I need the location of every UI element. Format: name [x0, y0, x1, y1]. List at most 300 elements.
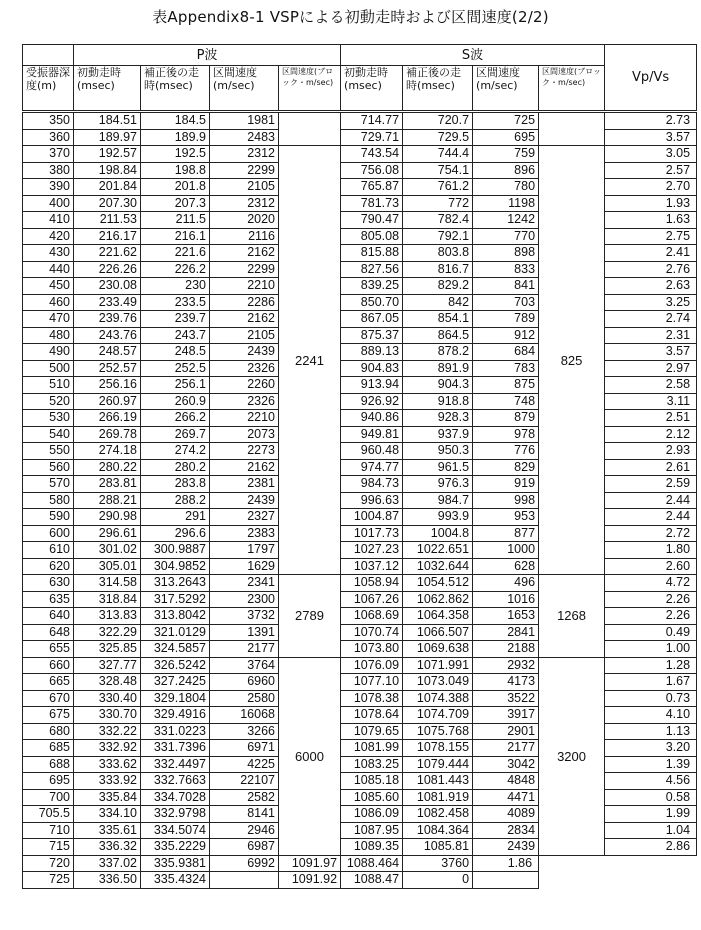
s-corrected-time-cell: 1022.651: [403, 542, 473, 559]
s-corrected-time-cell: 1004.8: [403, 525, 473, 542]
s-first-arrival-cell: 940.86: [341, 410, 403, 427]
vp-vs-cell: 0.73: [605, 690, 697, 707]
s-corrected-time-cell: 854.1: [403, 311, 473, 328]
p-first-arrival-cell: 335.61: [74, 822, 141, 839]
s-interval-velocity-cell: 496: [473, 575, 539, 592]
s-interval-velocity-cell: 875: [473, 377, 539, 394]
s-corrected-time-cell: 950.3: [403, 443, 473, 460]
s-block-velocity-cell: 3200: [539, 657, 605, 855]
depth-cell: 640: [23, 608, 74, 625]
s-first-arrival-cell: 839.25: [341, 278, 403, 295]
vp-vs-cell: 1.28: [605, 657, 697, 674]
p-first-arrival-cell: 336.32: [74, 839, 141, 856]
depth-cell: 635: [23, 591, 74, 608]
s-corrected-time-cell: 761.2: [403, 179, 473, 196]
s-block-velocity-cell: 1268: [539, 575, 605, 658]
vp-vs-cell: 2.61: [605, 459, 697, 476]
s-interval-velocity-cell: 2834: [473, 822, 539, 839]
depth-cell: 410: [23, 212, 74, 229]
p-first-arrival-cell: 301.02: [74, 542, 141, 559]
vp-vs-cell: 2.60: [605, 558, 697, 575]
s-corrected-time-cell: 720.7: [403, 112, 473, 130]
s-block-velocity-cell: 825: [539, 146, 605, 575]
s-corrected-time-cell: 1079.444: [403, 756, 473, 773]
p-corrected-time-cell: 288.2: [141, 492, 210, 509]
s-corrected-time-cell: 984.7: [403, 492, 473, 509]
depth-cell: 430: [23, 245, 74, 262]
vp-vs-cell: 2.12: [605, 426, 697, 443]
p-interval-velocity-cell: 2312: [210, 146, 279, 163]
p-block-velocity-cell: [279, 112, 341, 146]
p-corrected-time-cell: 332.4497: [141, 756, 210, 773]
s-first-arrival-cell: 1086.09: [341, 806, 403, 823]
depth-cell: 570: [23, 476, 74, 493]
s-first-arrival-cell: 1091.97: [279, 855, 341, 872]
s-first-arrival-cell: 1078.64: [341, 707, 403, 724]
s-interval-velocity-cell: 1000: [473, 542, 539, 559]
p-corrected-time-cell: 327.2425: [141, 674, 210, 691]
p-interval-velocity-cell: 3732: [210, 608, 279, 625]
p-interval-velocity-cell: 2299: [210, 261, 279, 278]
p-block-velocity-cell: 2241: [279, 146, 341, 575]
vp-vs-cell: 2.59: [605, 476, 697, 493]
s-first-arrival-cell: 805.08: [341, 228, 403, 245]
p-corrected-time-cell: 313.2643: [141, 575, 210, 592]
depth-cell: 500: [23, 360, 74, 377]
s-first-arrival-cell: 904.83: [341, 360, 403, 377]
vp-vs-cell: 1.86: [473, 855, 539, 872]
s-interval-velocity-cell: 3760: [403, 855, 473, 872]
s-corrected-time-cell: 976.3: [403, 476, 473, 493]
p-corrected-time-cell: 184.5: [141, 112, 210, 130]
depth-cell: 440: [23, 261, 74, 278]
s-corrected-time-cell: 842: [403, 294, 473, 311]
depth-cell: 675: [23, 707, 74, 724]
p-corrected-time-cell: 317.5292: [141, 591, 210, 608]
header-sub-row: [23, 66, 697, 112]
p-first-arrival-cell: 243.76: [74, 327, 141, 344]
header-p-wave: P波: [74, 45, 341, 66]
p-first-arrival-cell: 332.22: [74, 723, 141, 740]
s-corrected-time-cell: 1078.155: [403, 740, 473, 757]
vp-vs-cell: 4.10: [605, 707, 697, 724]
p-interval-velocity-cell: 2105: [210, 179, 279, 196]
p-corrected-time-cell: 332.9798: [141, 806, 210, 823]
depth-cell: 400: [23, 195, 74, 212]
s-corrected-time-cell: 816.7: [403, 261, 473, 278]
depth-cell: 550: [23, 443, 74, 460]
depth-cell: 710: [23, 822, 74, 839]
p-corrected-time-cell: 248.5: [141, 344, 210, 361]
p-interval-velocity-cell: 2326: [210, 393, 279, 410]
s-corrected-time-cell: 1054.512: [403, 575, 473, 592]
s-interval-velocity-cell: 841: [473, 278, 539, 295]
s-first-arrival-cell: 756.08: [341, 162, 403, 179]
depth-cell: 670: [23, 690, 74, 707]
p-corrected-time-cell: 266.2: [141, 410, 210, 427]
s-interval-velocity-cell: 628: [473, 558, 539, 575]
depth-cell: 630: [23, 575, 74, 592]
vp-vs-cell: 2.26: [605, 608, 697, 625]
s-first-arrival-cell: 1076.09: [341, 657, 403, 674]
s-first-arrival-cell: 1027.23: [341, 542, 403, 559]
depth-cell: 490: [23, 344, 74, 361]
vp-vs-cell: 1.13: [605, 723, 697, 740]
s-corrected-time-cell: 891.9: [403, 360, 473, 377]
p-corrected-time-cell: 230: [141, 278, 210, 295]
p-interval-velocity-cell: 2210: [210, 410, 279, 427]
s-first-arrival-cell: 1085.18: [341, 773, 403, 790]
s-corrected-time-cell: 918.8: [403, 393, 473, 410]
s-interval-velocity-cell: 4089: [473, 806, 539, 823]
p-interval-velocity-cell: 2341: [210, 575, 279, 592]
p-corrected-time-cell: 274.2: [141, 443, 210, 460]
p-interval-velocity-cell: 6992: [210, 855, 279, 872]
s-interval-velocity-cell: 978: [473, 426, 539, 443]
s-corrected-time-cell: 961.5: [403, 459, 473, 476]
s-interval-velocity-cell: 912: [473, 327, 539, 344]
s-first-arrival-cell: 926.92: [341, 393, 403, 410]
p-interval-velocity-cell: 2116: [210, 228, 279, 245]
p-interval-velocity-cell: 1797: [210, 542, 279, 559]
s-corrected-time-cell: 1075.768: [403, 723, 473, 740]
p-first-arrival-cell: 305.01: [74, 558, 141, 575]
depth-cell: 715: [23, 839, 74, 856]
s-interval-velocity-cell: 953: [473, 509, 539, 526]
header-s-interval: 区間速度(m/sec): [473, 66, 539, 112]
table-header: [23, 45, 697, 112]
p-interval-velocity-cell: 6987: [210, 839, 279, 856]
vp-vs-cell: 2.70: [605, 179, 697, 196]
p-interval-velocity-cell: 2299: [210, 162, 279, 179]
p-interval-velocity-cell: 2300: [210, 591, 279, 608]
vp-vs-cell: 1.04: [605, 822, 697, 839]
p-interval-velocity-cell: 3764: [210, 657, 279, 674]
s-corrected-time-cell: 782.4: [403, 212, 473, 229]
s-first-arrival-cell: 743.54: [341, 146, 403, 163]
vp-vs-cell: 0.58: [605, 789, 697, 806]
s-interval-velocity-cell: 1198: [473, 195, 539, 212]
vp-vs-cell: 1.63: [605, 212, 697, 229]
vp-vs-cell: 1.39: [605, 756, 697, 773]
p-interval-velocity-cell: 6971: [210, 740, 279, 757]
s-corrected-time-cell: 993.9: [403, 509, 473, 526]
s-interval-velocity-cell: 695: [473, 129, 539, 146]
p-interval-velocity-cell: 2383: [210, 525, 279, 542]
p-interval-velocity-cell: 2105: [210, 327, 279, 344]
p-first-arrival-cell: 201.84: [74, 179, 141, 196]
s-first-arrival-cell: 729.71: [341, 129, 403, 146]
p-corrected-time-cell: 260.9: [141, 393, 210, 410]
p-first-arrival-cell: 314.58: [74, 575, 141, 592]
p-interval-velocity-cell: 2286: [210, 294, 279, 311]
s-interval-velocity-cell: 1653: [473, 608, 539, 625]
p-corrected-time-cell: 329.1804: [141, 690, 210, 707]
s-first-arrival-cell: 1089.35: [341, 839, 403, 856]
s-interval-velocity-cell: 2439: [473, 839, 539, 856]
header-depth: 受振器深度(m): [23, 66, 74, 112]
p-interval-velocity-cell: 2273: [210, 443, 279, 460]
s-interval-velocity-cell: 725: [473, 112, 539, 130]
depth-cell: 480: [23, 327, 74, 344]
p-first-arrival-cell: 327.77: [74, 657, 141, 674]
s-interval-velocity-cell: 2177: [473, 740, 539, 757]
s-interval-velocity-cell: 877: [473, 525, 539, 542]
s-first-arrival-cell: 1077.10: [341, 674, 403, 691]
vsp-velocity-table: [22, 44, 697, 889]
vp-vs-cell: 2.44: [605, 509, 697, 526]
p-first-arrival-cell: 216.17: [74, 228, 141, 245]
p-corrected-time-cell: 252.5: [141, 360, 210, 377]
p-corrected-time-cell: 335.9381: [141, 855, 210, 872]
p-first-arrival-cell: 330.40: [74, 690, 141, 707]
depth-cell: 610: [23, 542, 74, 559]
depth-cell: 390: [23, 179, 74, 196]
p-corrected-time-cell: 331.7396: [141, 740, 210, 757]
s-interval-velocity-cell: 2841: [473, 624, 539, 641]
s-first-arrival-cell: 974.77: [341, 459, 403, 476]
p-corrected-time-cell: 280.2: [141, 459, 210, 476]
p-interval-velocity-cell: 2312: [210, 195, 279, 212]
s-corrected-time-cell: 803.8: [403, 245, 473, 262]
s-first-arrival-cell: 765.87: [341, 179, 403, 196]
p-corrected-time-cell: 332.7663: [141, 773, 210, 790]
s-interval-velocity-cell: 879: [473, 410, 539, 427]
depth-cell: 460: [23, 294, 74, 311]
s-interval-velocity-cell: 684: [473, 344, 539, 361]
depth-cell: 380: [23, 162, 74, 179]
p-first-arrival-cell: 252.57: [74, 360, 141, 377]
vp-vs-cell: 4.56: [605, 773, 697, 790]
header-s-block: 区間速度(ブロック・m/sec): [539, 66, 605, 112]
depth-cell: 705.5: [23, 806, 74, 823]
page-title: 表Appendix8-1 VSPによる初動走時および区間速度(2/2): [152, 8, 549, 26]
p-first-arrival-cell: 330.70: [74, 707, 141, 724]
s-corrected-time-cell: 744.4: [403, 146, 473, 163]
s-corrected-time-cell: 1071.991: [403, 657, 473, 674]
s-interval-velocity-cell: 780: [473, 179, 539, 196]
p-first-arrival-cell: 198.84: [74, 162, 141, 179]
header-s-wave: S波: [341, 45, 605, 66]
p-interval-velocity-cell: 2582: [210, 789, 279, 806]
s-first-arrival-cell: 867.05: [341, 311, 403, 328]
p-interval-velocity-cell: 2073: [210, 426, 279, 443]
header-p-first-arrival: 初動走時(msec): [74, 66, 141, 112]
vp-vs-cell: 2.63: [605, 278, 697, 295]
s-interval-velocity-cell: 4173: [473, 674, 539, 691]
p-corrected-time-cell: 207.3: [141, 195, 210, 212]
p-first-arrival-cell: 221.62: [74, 245, 141, 262]
p-corrected-time-cell: 226.2: [141, 261, 210, 278]
depth-cell: 580: [23, 492, 74, 509]
s-corrected-time-cell: 1064.358: [403, 608, 473, 625]
s-first-arrival-cell: 913.94: [341, 377, 403, 394]
p-interval-velocity-cell: [210, 872, 279, 889]
p-corrected-time-cell: 192.5: [141, 146, 210, 163]
p-first-arrival-cell: 260.97: [74, 393, 141, 410]
s-first-arrival-cell: 1004.87: [341, 509, 403, 526]
p-first-arrival-cell: 335.84: [74, 789, 141, 806]
s-corrected-time-cell: 754.1: [403, 162, 473, 179]
p-first-arrival-cell: 333.62: [74, 756, 141, 773]
s-corrected-time-cell: 1088.47: [341, 872, 403, 889]
s-interval-velocity-cell: 2932: [473, 657, 539, 674]
vp-vs-cell: 2.26: [605, 591, 697, 608]
s-interval-velocity-cell: 703: [473, 294, 539, 311]
s-corrected-time-cell: 878.2: [403, 344, 473, 361]
p-interval-velocity-cell: 8141: [210, 806, 279, 823]
s-first-arrival-cell: 949.81: [341, 426, 403, 443]
p-first-arrival-cell: 334.10: [74, 806, 141, 823]
s-first-arrival-cell: 1073.80: [341, 641, 403, 658]
depth-cell: 450: [23, 278, 74, 295]
p-interval-velocity-cell: 16068: [210, 707, 279, 724]
p-first-arrival-cell: 283.81: [74, 476, 141, 493]
vp-vs-cell: 4.72: [605, 575, 697, 592]
p-first-arrival-cell: 274.18: [74, 443, 141, 460]
vp-vs-cell: 3.57: [605, 344, 697, 361]
p-first-arrival-cell: 269.78: [74, 426, 141, 443]
vp-vs-cell: 2.74: [605, 311, 697, 328]
p-corrected-time-cell: 243.7: [141, 327, 210, 344]
p-interval-velocity-cell: 2020: [210, 212, 279, 229]
p-interval-velocity-cell: 2327: [210, 509, 279, 526]
s-first-arrival-cell: 996.63: [341, 492, 403, 509]
table-row: [23, 146, 697, 163]
p-block-velocity-cell: 2789: [279, 575, 341, 658]
p-corrected-time-cell: 211.5: [141, 212, 210, 229]
depth-cell: 655: [23, 641, 74, 658]
p-corrected-time-cell: 221.6: [141, 245, 210, 262]
p-corrected-time-cell: 334.5074: [141, 822, 210, 839]
s-first-arrival-cell: 960.48: [341, 443, 403, 460]
s-interval-velocity-cell: 998: [473, 492, 539, 509]
s-corrected-time-cell: 1032.644: [403, 558, 473, 575]
p-first-arrival-cell: 328.48: [74, 674, 141, 691]
p-interval-velocity-cell: 2439: [210, 492, 279, 509]
depth-cell: 520: [23, 393, 74, 410]
depth-cell: 660: [23, 657, 74, 674]
s-corrected-time-cell: 1073.049: [403, 674, 473, 691]
p-first-arrival-cell: 325.85: [74, 641, 141, 658]
vp-vs-cell: 3.57: [605, 129, 697, 146]
depth-cell: 700: [23, 789, 74, 806]
s-first-arrival-cell: 1037.12: [341, 558, 403, 575]
p-interval-velocity-cell: 2381: [210, 476, 279, 493]
depth-cell: 540: [23, 426, 74, 443]
p-first-arrival-cell: 313.83: [74, 608, 141, 625]
p-first-arrival-cell: 337.02: [74, 855, 141, 872]
p-corrected-time-cell: 233.5: [141, 294, 210, 311]
s-first-arrival-cell: 827.56: [341, 261, 403, 278]
s-corrected-time-cell: 1074.388: [403, 690, 473, 707]
p-first-arrival-cell: 266.19: [74, 410, 141, 427]
depth-cell: 420: [23, 228, 74, 245]
p-first-arrival-cell: 256.16: [74, 377, 141, 394]
s-interval-velocity-cell: 4848: [473, 773, 539, 790]
p-interval-velocity-cell: 6960: [210, 674, 279, 691]
header-p-block: 区間速度(ブロック・m/sec): [279, 66, 341, 112]
s-interval-velocity-cell: 3917: [473, 707, 539, 724]
s-interval-velocity-cell: 829: [473, 459, 539, 476]
p-interval-velocity-cell: 2483: [210, 129, 279, 146]
s-corrected-time-cell: 729.5: [403, 129, 473, 146]
p-corrected-time-cell: 189.9: [141, 129, 210, 146]
depth-cell: 510: [23, 377, 74, 394]
header-vp-vs: Vp/Vs: [605, 45, 697, 112]
header-s-corrected: 補正後の走時(msec): [403, 66, 473, 112]
s-interval-velocity-cell: 748: [473, 393, 539, 410]
p-interval-velocity-cell: 2580: [210, 690, 279, 707]
depth-cell: 370: [23, 146, 74, 163]
p-corrected-time-cell: 239.7: [141, 311, 210, 328]
s-corrected-time-cell: 1085.81: [403, 839, 473, 856]
s-interval-velocity-cell: 2188: [473, 641, 539, 658]
header-s-first-arrival: 初動走時(msec): [341, 66, 403, 112]
p-first-arrival-cell: 189.97: [74, 129, 141, 146]
p-corrected-time-cell: 283.8: [141, 476, 210, 493]
s-first-arrival-cell: 1017.73: [341, 525, 403, 542]
depth-cell: 590: [23, 509, 74, 526]
s-corrected-time-cell: 829.2: [403, 278, 473, 295]
depth-cell: 530: [23, 410, 74, 427]
p-interval-velocity-cell: 2946: [210, 822, 279, 839]
s-interval-velocity-cell: 4471: [473, 789, 539, 806]
p-first-arrival-cell: 211.53: [74, 212, 141, 229]
p-interval-velocity-cell: 2162: [210, 311, 279, 328]
depth-cell: 470: [23, 311, 74, 328]
s-corrected-time-cell: 1084.364: [403, 822, 473, 839]
table-body: [23, 112, 697, 889]
p-corrected-time-cell: 304.9852: [141, 558, 210, 575]
header-p-interval: 区間速度(m/sec): [210, 66, 279, 112]
p-interval-velocity-cell: 2326: [210, 360, 279, 377]
depth-cell: 620: [23, 558, 74, 575]
p-corrected-time-cell: 256.1: [141, 377, 210, 394]
s-first-arrival-cell: 984.73: [341, 476, 403, 493]
p-first-arrival-cell: 226.26: [74, 261, 141, 278]
p-corrected-time-cell: 201.8: [141, 179, 210, 196]
depth-cell: 350: [23, 112, 74, 130]
s-corrected-time-cell: 1088.464: [341, 855, 403, 872]
depth-cell: 648: [23, 624, 74, 641]
s-first-arrival-cell: 1087.95: [341, 822, 403, 839]
p-first-arrival-cell: 322.29: [74, 624, 141, 641]
s-corrected-time-cell: 1066.507: [403, 624, 473, 641]
vp-vs-cell: 1.80: [605, 542, 697, 559]
s-interval-velocity-cell: 0: [403, 872, 473, 889]
depth-cell: 725: [23, 872, 74, 889]
s-first-arrival-cell: 1078.38: [341, 690, 403, 707]
p-interval-velocity-cell: 1629: [210, 558, 279, 575]
p-interval-velocity-cell: 1981: [210, 112, 279, 130]
vp-vs-cell: 2.31: [605, 327, 697, 344]
s-interval-velocity-cell: 3042: [473, 756, 539, 773]
depth-cell: 680: [23, 723, 74, 740]
p-interval-velocity-cell: 2439: [210, 344, 279, 361]
table-row: [23, 575, 697, 592]
s-first-arrival-cell: 790.47: [341, 212, 403, 229]
vp-vs-cell: 2.58: [605, 377, 697, 394]
s-interval-velocity-cell: 898: [473, 245, 539, 262]
s-first-arrival-cell: 1058.94: [341, 575, 403, 592]
depth-cell: 688: [23, 756, 74, 773]
s-first-arrival-cell: 1081.99: [341, 740, 403, 757]
s-first-arrival-cell: 889.13: [341, 344, 403, 361]
s-first-arrival-cell: 1067.26: [341, 591, 403, 608]
vp-vs-cell: 2.76: [605, 261, 697, 278]
s-first-arrival-cell: 781.73: [341, 195, 403, 212]
